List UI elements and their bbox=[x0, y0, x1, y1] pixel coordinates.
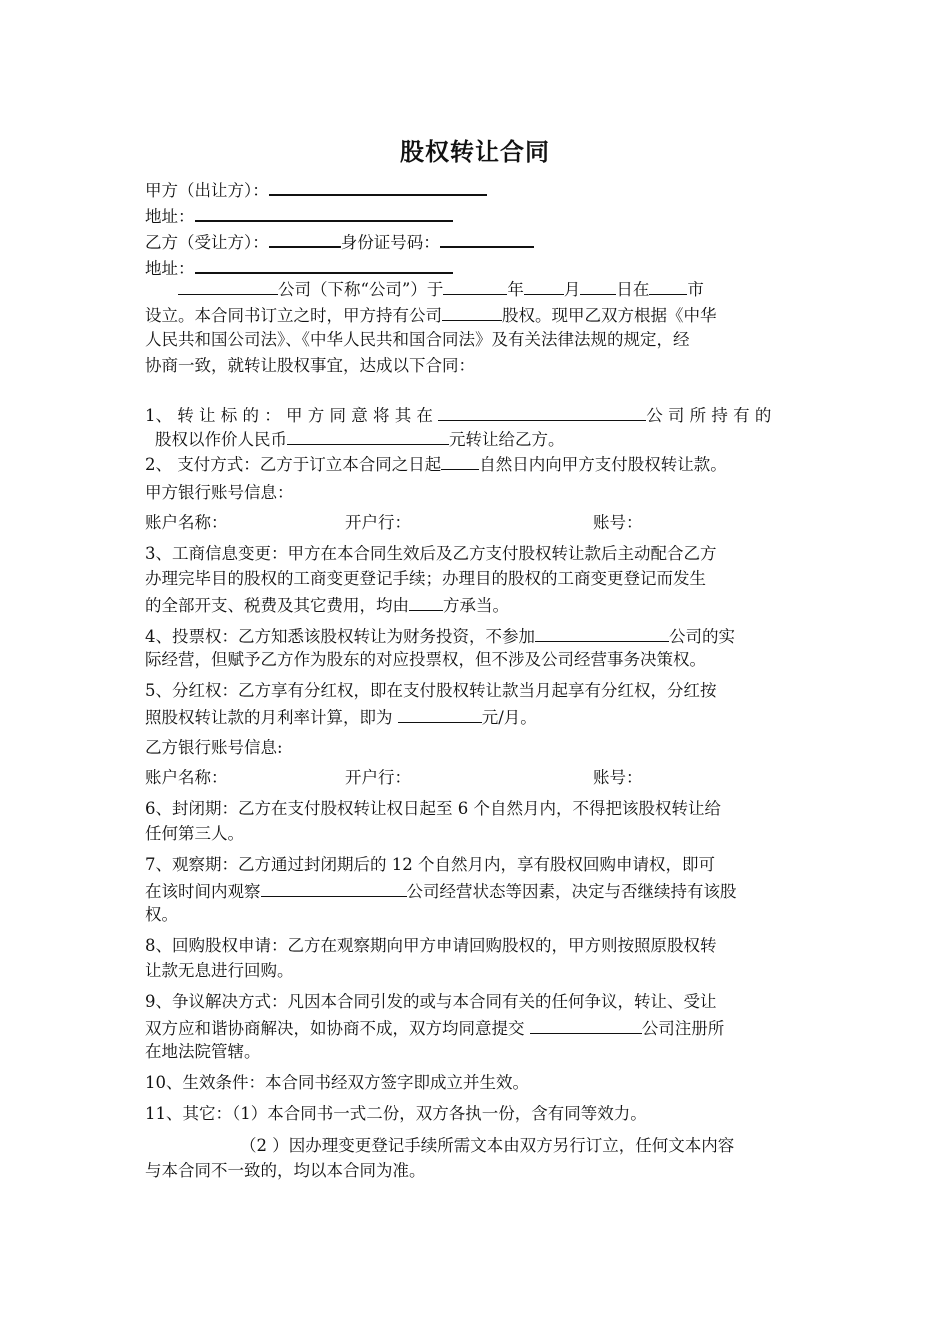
address-1-blank[interactable] bbox=[195, 204, 453, 222]
id-number-blank[interactable] bbox=[440, 230, 534, 248]
target-company-blank[interactable] bbox=[438, 404, 646, 421]
clause-text: 方承当。 bbox=[443, 596, 509, 615]
address-1-row bbox=[145, 204, 453, 227]
clause-11-line-1: 11、其它：（1）本合同书一式二份，双方各执一份，含有同等效力。 bbox=[145, 1104, 647, 1123]
clause-text: 公司的实 bbox=[669, 627, 735, 646]
clause-3-line-1: 3、工商信息变更：甲方在本合同生效后及乙方支付股权转让款后主动配合乙方 bbox=[145, 544, 717, 563]
clause-text: 元转让给乙方。 bbox=[449, 430, 565, 449]
clause-text: 1、 转 让 标 的 ： 甲 方 同 意 将 其 在 bbox=[145, 406, 433, 425]
address-2-label: 地址： bbox=[145, 259, 195, 278]
clause-text: 的全部开支、税费及其它费用，均由 bbox=[145, 596, 409, 615]
payment-days-blank[interactable] bbox=[441, 453, 479, 470]
clause-text: 公司注册所 bbox=[641, 1019, 725, 1038]
city-label: 市 bbox=[687, 280, 704, 299]
id-number-label: 身份证号码： bbox=[340, 233, 440, 252]
clause-8-line-2: 让款无息进行回购。 bbox=[145, 961, 294, 980]
operation-company-blank[interactable] bbox=[535, 625, 669, 642]
page-title: 股权转让合同 bbox=[400, 138, 550, 166]
preamble-line-3: 人民共和国公司法》、《中华人民共和国合同法》及有关法律法规的规定，经 bbox=[145, 330, 690, 349]
clause-text: 公 司 所 持 有 的 bbox=[646, 406, 772, 425]
clause-5-line-1: 5、分红权：乙方享有分红权，即在支付股权转让款当月起享有分红权，分红按 bbox=[145, 681, 717, 700]
party-b-row bbox=[145, 230, 534, 253]
address-1-label: 地址： bbox=[145, 207, 195, 226]
preamble-line-4: 协商一致，就转让股权事宜，达成以下合同： bbox=[145, 356, 475, 375]
share-percent-blank[interactable] bbox=[442, 304, 502, 321]
address-2-blank[interactable] bbox=[195, 256, 453, 274]
day-label: 日在 bbox=[616, 280, 650, 299]
clause-11-line-3: 与本合同不一致的，均以本合同为准。 bbox=[145, 1161, 426, 1180]
bank-a-account-no-label: 账号： bbox=[593, 513, 643, 532]
month-blank[interactable] bbox=[524, 278, 564, 295]
clause-4-line-1 bbox=[145, 625, 735, 647]
clause-7-line-2 bbox=[145, 880, 737, 902]
year-label: 年 bbox=[507, 280, 524, 299]
party-b-blank[interactable] bbox=[269, 230, 341, 248]
clause-text: 自然日内向甲方支付股权转让款。 bbox=[479, 455, 727, 474]
party-a-label: 甲方（出让方）： bbox=[145, 181, 269, 200]
clause-text: 在该时间内观察 bbox=[145, 882, 261, 901]
fee-party-blank[interactable] bbox=[409, 594, 443, 611]
clause-text: 4、投票权：乙方知悉该股权转让为财务投资，不参加 bbox=[145, 627, 535, 646]
clause-2 bbox=[145, 453, 727, 475]
year-blank[interactable] bbox=[443, 278, 507, 295]
clause-6-line-1: 6、封闭期：乙方在支付股权转让权日起至 6 个自然月内，不得把该股权转让给 bbox=[145, 799, 721, 818]
preamble-line-1 bbox=[178, 278, 704, 300]
bank-b-account-name-label: 账户名称： bbox=[145, 768, 228, 787]
clause-9-line-3: 在地法院管辖。 bbox=[145, 1042, 261, 1061]
clause-3-line-2: 办理完毕目的股权的工商变更登记手续；办理目的股权的工商变更登记而发生 bbox=[145, 569, 706, 588]
month-label: 月 bbox=[563, 280, 581, 299]
clause-7-line-3: 权。 bbox=[145, 905, 178, 924]
clause-text: 双方应和谐协商解决，如协商不成，双方均同意提交 bbox=[145, 1019, 530, 1038]
preamble-text: 公司（下称“公司”）于 bbox=[278, 280, 444, 299]
clause-1-line-1 bbox=[145, 404, 771, 426]
observe-company-blank[interactable] bbox=[261, 880, 407, 897]
clause-6-line-2: 任何第三人。 bbox=[145, 824, 244, 843]
jurisdiction-company-blank[interactable] bbox=[530, 1017, 642, 1034]
clause-text: 元/月。 bbox=[481, 708, 537, 727]
company-name-blank[interactable] bbox=[178, 278, 278, 295]
clause-8-line-1: 8、回购股权申请：乙方在观察期向甲方申请回购股权的，甲方则按照原股权转 bbox=[145, 936, 717, 955]
party-b-label: 乙方（受让方）： bbox=[145, 233, 269, 252]
preamble-text: 设立。本合同书订立之时，甲方持有公司 bbox=[145, 306, 442, 325]
clause-9-line-1: 9、争议解决方式：凡因本合同引发的或与本合同有关的任何争议，转让、受让 bbox=[145, 992, 717, 1011]
party-a-row bbox=[145, 178, 487, 201]
price-blank[interactable] bbox=[287, 428, 449, 445]
clause-11-line-2: （2 ）因办理变更登记手续所需文本由双方另行订立，任何文本内容 bbox=[240, 1136, 735, 1155]
day-blank[interactable] bbox=[580, 278, 616, 295]
bank-b-bank-label: 开户行： bbox=[345, 768, 411, 787]
bank-a-bank-label: 开户行： bbox=[345, 513, 411, 532]
city-blank[interactable] bbox=[649, 278, 687, 295]
clause-text: 股权以作价人民币 bbox=[155, 430, 287, 449]
preamble-line-2 bbox=[145, 304, 717, 326]
preamble-text: 股权。现甲乙双方根据《中华 bbox=[502, 306, 717, 325]
bank-a-account-name-label: 账户名称： bbox=[145, 513, 228, 532]
party-a-blank[interactable] bbox=[269, 178, 487, 196]
monthly-dividend-blank[interactable] bbox=[398, 706, 482, 723]
clause-text: 2、 支付方式：乙方于订立本合同之日起 bbox=[145, 455, 442, 474]
clause-10-line-1: 10、生效条件：本合同书经双方签字即成立并生效。 bbox=[145, 1073, 529, 1092]
clause-7-line-1: 7、观察期：乙方通过封闭期后的 12 个自然月内，享有股权回购申请权，即可 bbox=[145, 855, 715, 874]
clause-5-line-2 bbox=[145, 706, 537, 728]
bank-b-heading: 乙方银行账号信息: bbox=[145, 738, 283, 757]
address-2-row bbox=[145, 256, 453, 279]
clause-text: 照股权转让款的月利率计算，即为 bbox=[145, 708, 398, 727]
bank-a-heading: 甲方银行账号信息： bbox=[145, 483, 294, 502]
bank-b-account-no-label: 账号： bbox=[593, 768, 643, 787]
clause-1-line-2 bbox=[155, 428, 565, 450]
clause-9-line-2 bbox=[145, 1017, 724, 1039]
clause-4-line-2: 际经营，但赋予乙方作为股东的对应投票权，但不涉及公司经营事务决策权。 bbox=[145, 650, 706, 669]
clause-3-line-3 bbox=[145, 594, 509, 616]
clause-text: 公司经营状态等因素，决定与否继续持有该股 bbox=[406, 882, 737, 901]
